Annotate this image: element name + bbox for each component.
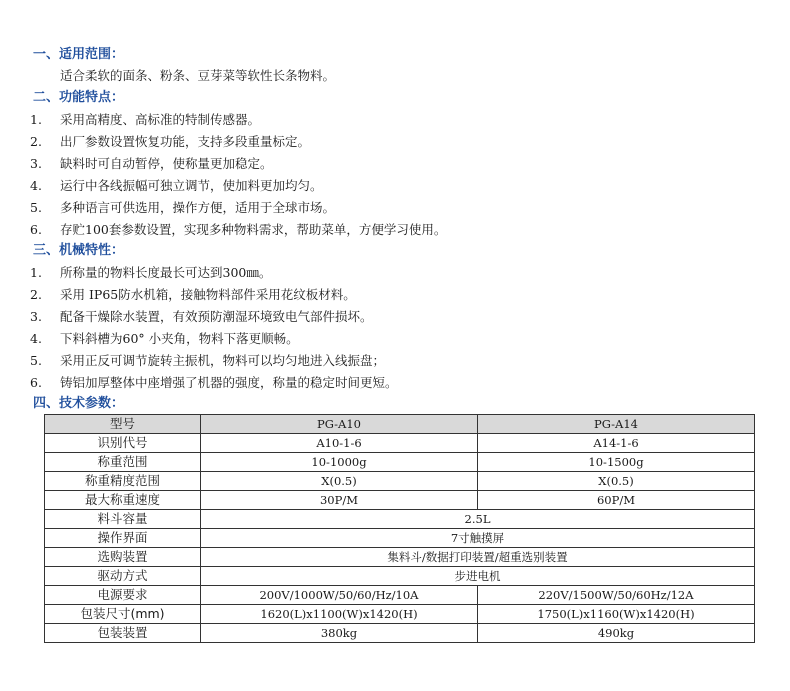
spec-row-label: 电源要求 <box>45 586 201 605</box>
spec-header-model-a: PG-A10 <box>201 415 478 434</box>
table-row <box>45 529 755 548</box>
mechanical-number: 2. <box>30 287 42 302</box>
mechanical-number: 6. <box>30 375 42 390</box>
spec-row-label: 包装尺寸(mm) <box>45 605 201 624</box>
feature-number: 6. <box>30 222 42 237</box>
feature-text: 多种语言可供选用，操作方便，适用于全球市场。 <box>60 200 336 215</box>
feature-number: 1. <box>30 112 42 127</box>
spec-row-label: 选购装置 <box>45 548 201 567</box>
mechanical-number: 4. <box>30 331 42 346</box>
spec-value-b: 220V/1500W/50/60Hz/12A <box>478 586 755 605</box>
feature-text: 运行中各线振幅可独立调节，使加料更加均匀。 <box>60 178 323 193</box>
table-row <box>45 453 755 472</box>
spec-value-b: X(0.5) <box>478 472 755 491</box>
spec-row-label: 称重精度范围 <box>45 472 201 491</box>
spec-value-b: 60P/M <box>478 491 755 510</box>
section-title-specs: 四、技术参数： <box>33 396 125 411</box>
spec-value-b: 490kg <box>478 624 755 643</box>
mechanical-number: 3. <box>30 309 42 324</box>
mechanical-text: 所称量的物料长度最长可达到300㎜。 <box>60 265 272 280</box>
spec-value-merged: 步进电机 <box>201 567 755 586</box>
table-row <box>45 510 755 529</box>
mechanical-text: 采用正反可调节旋转主振机，物料可以均匀地进入线振盘； <box>60 353 386 368</box>
mechanical-text: 配备干燥除水装置，有效预防潮湿环境致电气部件损坏。 <box>60 309 373 324</box>
spec-value-a: 30P/M <box>201 491 478 510</box>
mechanical-number: 5. <box>30 353 42 368</box>
table-row <box>45 624 755 643</box>
spec-value-a: A10-1-6 <box>201 434 478 453</box>
spec-value-a: 10-1000g <box>201 453 478 472</box>
table-row <box>45 472 755 491</box>
feature-text: 缺料时可自动暂停，使称量更加稳定。 <box>60 156 273 171</box>
feature-text: 出厂参数设置恢复功能，支持多段重量标定。 <box>60 134 311 149</box>
mechanical-text: 铸铝加厚整体中座增强了机器的强度，称量的稳定时间更短。 <box>60 375 398 390</box>
table-row <box>45 586 755 605</box>
spec-row-label: 料斗容量 <box>45 510 201 529</box>
spec-value-b: 10-1500g <box>478 453 755 472</box>
table-row <box>45 605 755 624</box>
feature-number: 4. <box>30 178 42 193</box>
table-row <box>45 434 755 453</box>
spec-table-header <box>45 415 755 434</box>
section-title-features: 二、功能特点： <box>33 90 125 105</box>
spec-value-a: X(0.5) <box>201 472 478 491</box>
spec-value-b: 1750(L)x1160(W)x1420(H) <box>478 605 755 624</box>
spec-value-a: 380kg <box>201 624 478 643</box>
spec-header-model-b: PG-A14 <box>478 415 755 434</box>
spec-row-label: 最大称重速度 <box>45 491 201 510</box>
spec-table <box>44 414 755 643</box>
feature-number: 3. <box>30 156 42 171</box>
table-row <box>45 567 755 586</box>
spec-value-a: 200V/1000W/50/60/Hz/10A <box>201 586 478 605</box>
feature-number: 5. <box>30 200 42 215</box>
spec-row-label: 包装装置 <box>45 624 201 643</box>
spec-value-merged: 2.5L <box>201 510 755 529</box>
table-row <box>45 491 755 510</box>
spec-value-merged: 7寸触摸屏 <box>201 529 755 548</box>
scope-text: 适合柔软的面条、粉条、豆芽菜等软性长条物料。 <box>60 68 336 83</box>
mechanical-number: 1. <box>30 265 42 280</box>
mechanical-text: 下料斜槽为60° 小夹角，物料下落更顺畅。 <box>60 331 299 346</box>
spec-header-label: 型号 <box>45 415 201 434</box>
spec-row-label: 操作界面 <box>45 529 201 548</box>
spec-value-merged: 集料斗/数据打印装置/超重选别装置 <box>201 548 755 567</box>
mechanical-text: 采用 IP65防水机箱，接触物料部件采用花纹板材料。 <box>60 287 356 302</box>
section-title-mechanical: 三、机械特性： <box>33 243 125 258</box>
feature-text: 采用高精度、高标准的特制传感器。 <box>60 112 261 127</box>
table-row <box>45 548 755 567</box>
spec-row-label: 称重范围 <box>45 453 201 472</box>
feature-text: 存贮100套参数设置，实现多种物料需求，帮助菜单，方便学习使用。 <box>60 222 447 237</box>
feature-number: 2. <box>30 134 42 149</box>
spec-row-label: 驱动方式 <box>45 567 201 586</box>
section-title-scope: 一、适用范围： <box>33 47 125 62</box>
spec-row-label: 识别代号 <box>45 434 201 453</box>
spec-value-a: 1620(L)x1100(W)x1420(H) <box>201 605 478 624</box>
spec-value-b: A14-1-6 <box>478 434 755 453</box>
